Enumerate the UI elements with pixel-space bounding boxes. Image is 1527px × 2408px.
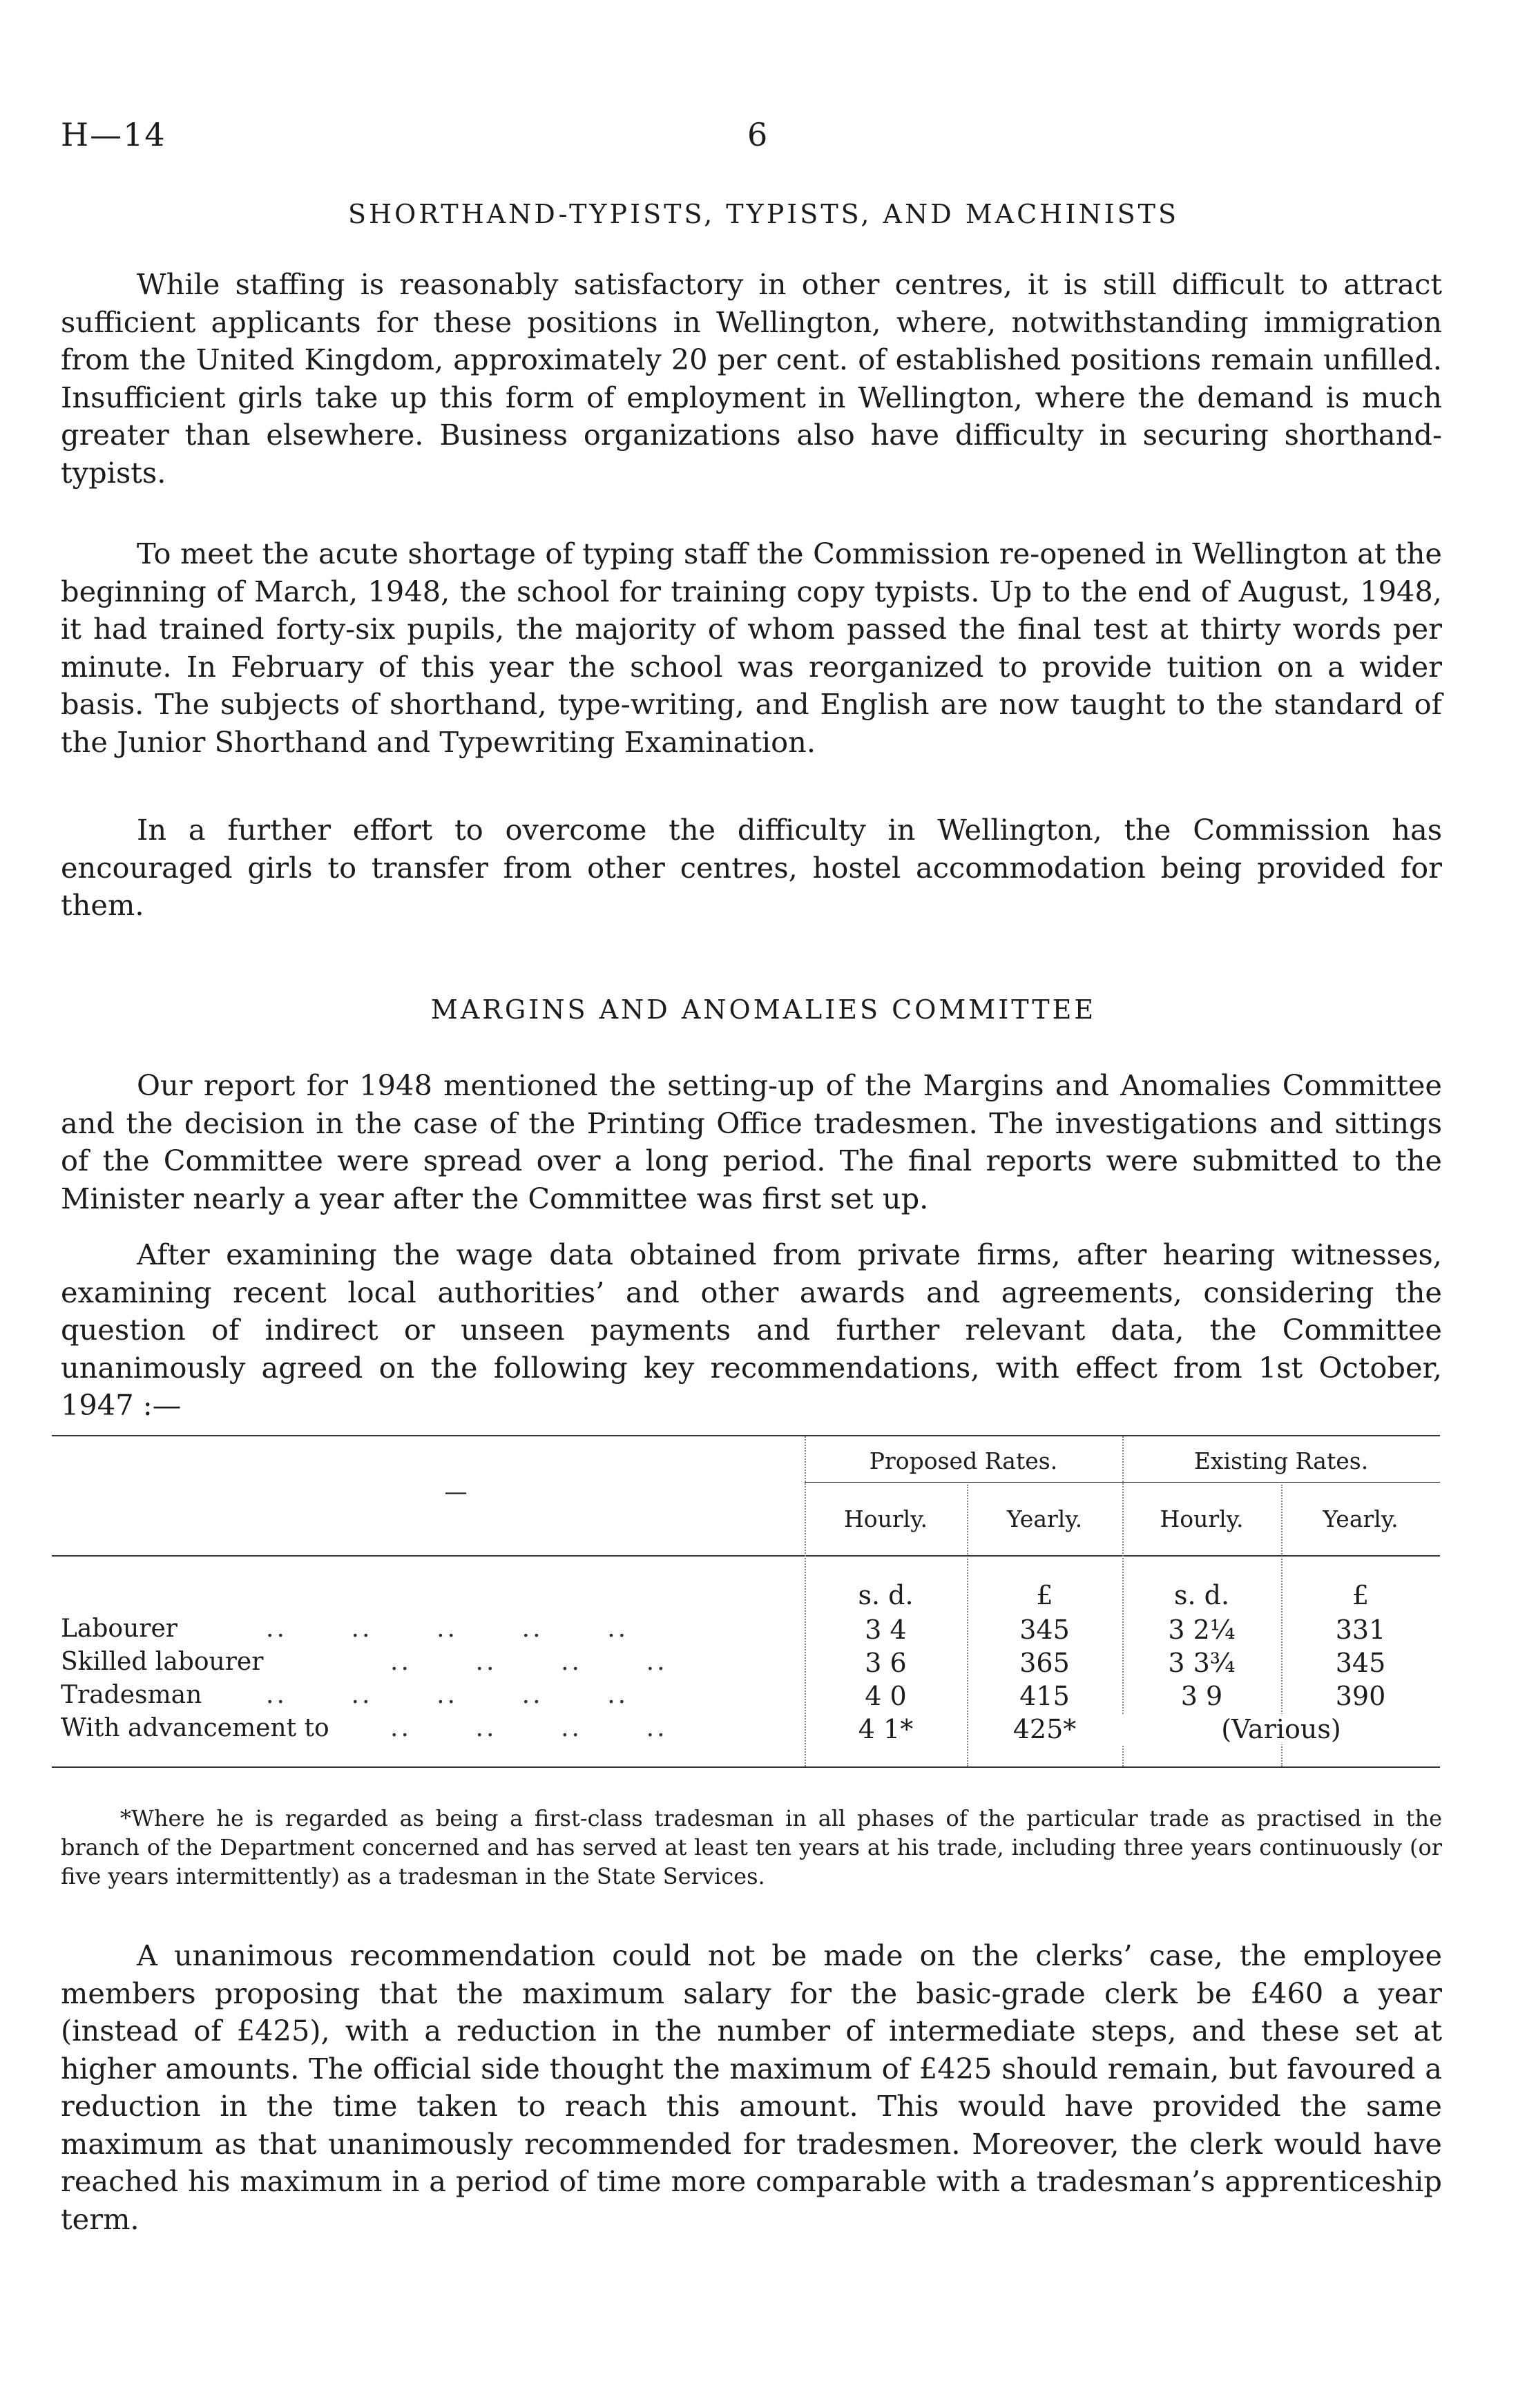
- with-advancement-proposed-yearly: 425*: [1012, 1714, 1077, 1744]
- stub-header: —: [444, 1478, 468, 1505]
- skilled-labourer-existing-yearly: 345: [1335, 1648, 1386, 1678]
- row-label-skilled-labourer: Skilled labourer: [61, 1648, 264, 1676]
- page-number: 6: [747, 116, 768, 153]
- tradesman-existing-hourly: 3 9: [1180, 1681, 1223, 1711]
- with-advancement-proposed-hourly: 4 1*: [858, 1714, 914, 1744]
- units-pounds: £: [1352, 1580, 1370, 1610]
- labourer-proposed-hourly: 3 4: [865, 1615, 907, 1645]
- document-code: H—14: [61, 116, 166, 153]
- paragraph: Our report for 1948 mentioned the setting-up of the Margins and Anomalies Committee and the decision in the case of the Printing Office tradesmen. The investigations and sittings of the Committee were spread over a long period. The final reports were submitted to the Minister nearly a year after the Committee was first set up.: [61, 1068, 1442, 1215]
- units-shillings-pence: s. d.: [1173, 1580, 1230, 1610]
- row-label-labourer: Labourer: [61, 1615, 177, 1643]
- labourer-proposed-yearly: 345: [1019, 1615, 1070, 1645]
- proposed-yearly-header: Yearly.: [1006, 1505, 1083, 1532]
- row-label-with-advancement: With advancement to: [61, 1714, 329, 1742]
- leader-dots: .. .. .. .. ..: [266, 1681, 629, 1709]
- leader-dots: .. .. .. ..: [390, 1648, 668, 1676]
- tradesman-proposed-hourly: 4 0: [865, 1681, 907, 1711]
- existing-yearly-header: Yearly.: [1323, 1505, 1399, 1532]
- table-bottom-rule: [52, 1766, 1440, 1768]
- table-header-rule: [52, 1555, 1440, 1557]
- closing-paragraph: A unanimous recommendation could not be made on the clerks’ case, the employee members proposing that the maximum salary for the basic-grade clerk be £460 a year (instead of £425), with a reduction in the number of intermediate steps, and these set at higher amounts. The official side thought the maximum of £425 should remain, but favoured a reduction in the time taken to reach this amount. This would have provided the same maximum as that unanimously recommended for tradesmen. Moreover, the clerk would have reached his maximum in a period of time more comparable with a tradesman’s apprenticeship term.: [61, 1938, 1442, 2236]
- table-top-rule: [52, 1435, 1440, 1436]
- proposed-rates-header: Proposed Rates.: [869, 1447, 1058, 1474]
- units-pounds: £: [1036, 1580, 1053, 1610]
- with-advancement-existing-rates: (Various): [1122, 1714, 1440, 1744]
- existing-hourly-header: Hourly.: [1160, 1505, 1244, 1532]
- existing-rates-header: Existing Rates.: [1193, 1447, 1369, 1474]
- tradesman-proposed-yearly: 415: [1019, 1681, 1070, 1711]
- paragraph: To meet the acute shortage of typing staff the Commission re-opened in Wellington at the beginning of March, 1948, the school for training copy typists. Up to the end of August, 1948, it had trained forty-six pupils, the majority of whom passed the final test at thirty words per minute. In February of this year the school was reorganized to provide tuition on a wider basis. The subjects of shorthand, type-writing, and English are now taught to the standard of the Junior Shorthand and Typewriting Examination.: [61, 537, 1442, 759]
- labourer-existing-yearly: 331: [1335, 1615, 1386, 1645]
- units-shillings-pence: s. d.: [858, 1580, 914, 1610]
- skilled-labourer-existing-hourly: 3 3¾: [1168, 1648, 1236, 1678]
- leader-dots: .. .. .. ..: [390, 1714, 668, 1742]
- skilled-labourer-proposed-yearly: 365: [1019, 1648, 1070, 1678]
- proposed-hourly-header: Hourly.: [844, 1505, 928, 1532]
- section-heading-typists: SHORTHAND-TYPISTS, TYPISTS, AND MACHINISTS: [347, 199, 1180, 229]
- section-heading-margins: MARGINS AND ANOMALIES COMMITTEE: [430, 994, 1097, 1025]
- row-label-tradesman: Tradesman: [61, 1681, 202, 1709]
- leader-dots: .. .. .. .. ..: [266, 1615, 629, 1643]
- paragraph: After examining the wage data obtained from private firms, after hearing witnesses, examining recent local authorities’ and other awards and agreements, considering the question of indirect or unseen payments and further relevant data, the Committee unanimously agreed on the following key recommendations, with effect from 1st October, 1947 :—: [61, 1237, 1442, 1422]
- labourer-existing-hourly: 3 2¼: [1168, 1615, 1236, 1645]
- paragraph: While staffing is reasonably satisfactory in other centres, it is still difficult to attract sufficient applicants for these positions in Wellington, where, notwithstanding immigration from the United Kingdom, approximately 20 per cent. of established positions remain unfilled. Insufficient girls take up this form of employment in Wellington, where the demand is much greater than elsewhere. Business organizations also have difficulty in securing shorthand-typists.: [61, 267, 1442, 490]
- paragraph: In a further effort to overcome the difficulty in Wellington, the Commission has encouraged girls to transfer from other centres, hostel accommodation being provided for them.: [61, 813, 1442, 922]
- tradesman-existing-yearly: 390: [1335, 1681, 1386, 1711]
- skilled-labourer-proposed-hourly: 3 6: [865, 1648, 907, 1678]
- table-footnote: *Where he is regarded as being a first-class tradesman in all phases of the particular trade as practised in the branch of the Department concerned and has served at least ten years at his trade, including three years continuously (or five years intermittently) as a tradesman in the State Services.: [61, 1805, 1442, 1889]
